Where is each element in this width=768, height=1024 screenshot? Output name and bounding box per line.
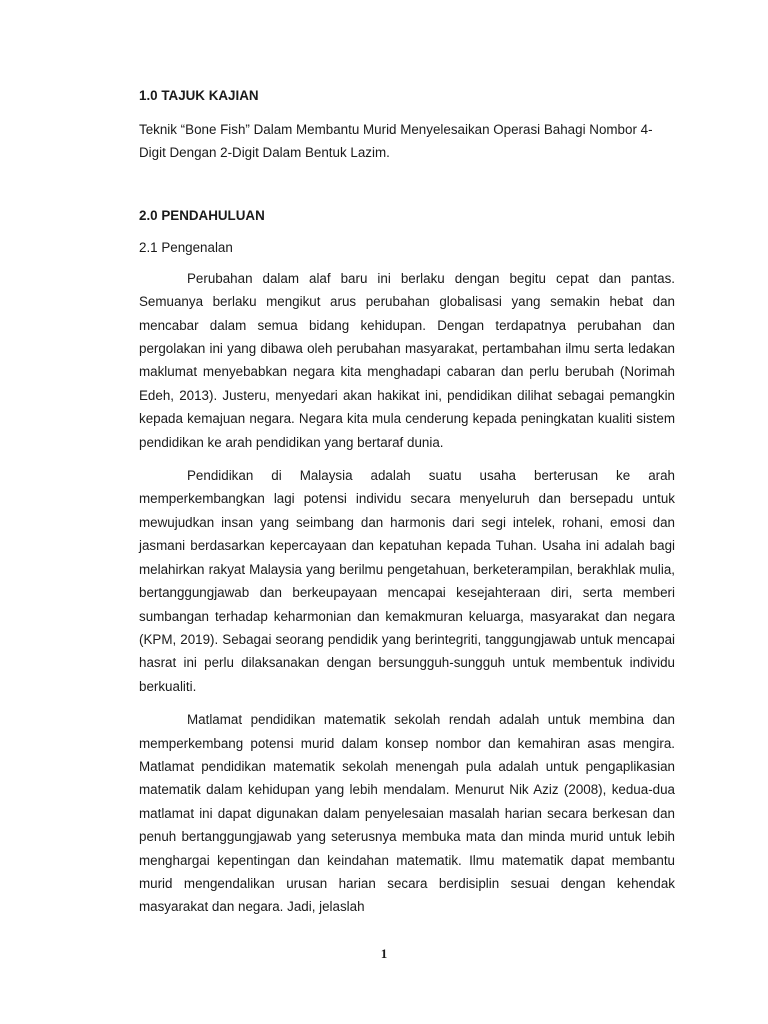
subsection-heading-pengenalan: 2.1 Pengenalan [139,239,233,255]
section-heading-tajuk-kajian: 1.0 TAJUK KAJIAN [139,88,259,103]
paragraph: Pendidikan di Malaysia adalah suatu usaha berterusan ke arah memperkembangkan lagi potensi individu secara menyeluruh dan bersepadu untuk mewujudkan insan yang seimbang dan harmonis dari segi intelek, rohani, emosi dan jasmani berdasarkan kepercayaan dan kepatuhan kepada Tuhan. Usaha ini adalah bagi melahirkan rakyat Malaysia yang berilmu pengetahuan, berketerampilan, berakhlak mulia, bertanggungjawab dan berkeupayaan mencapai kesejahteraan diri, serta memberi sumbangan terhadap keharmonian dan kemakmuran keluarga, masyarakat dan negara (KPM, 2019). Sebagai seorang pendidik yang berintegriti, tanggungjawab untuk mencapai hasrat ini perlu dilaksanakan dengan bersungguh-sungguh untuk membentuk individu berkualiti. [139,468,675,694]
document-body [139,86,675,919]
page-number: 1 [380,946,388,961]
paragraph: Perubahan dalam alaf baru ini berlaku dengan begitu cepat dan pantas. Semuanya berlaku mengikut arus perubahan globalisasi yang semakin hebat dan mencabar dalam semua bidang kehidupan. Dengan terdapatnya perubahan dan pergolakan ini yang dibawa oleh perubahan masyarakat, pertambahan ilmu serta ledakan maklumat menyebabkan negara kita menghadapi cabaran dan perlu berubah (Norimah Edeh, 2013). Justeru, menyedari akan hakikat ini, pendidikan dilihat sebagai pemangkin kepada kemajuan negara. Negara kita mula cenderung kepada peningkatan kualiti sistem pendidikan ke arah pendidikan yang bertaraf dunia. [139,270,675,450]
section-heading-pendahuluan: 2.0 PENDAHULUAN [139,207,265,223]
paragraph: Matlamat pendidikan matematik sekolah rendah adalah untuk membina dan memperkembang potensi murid dalam konsep nombor dan kemahiran asas mengira. Matlamat pendidikan matematik sekolah menengah pula adalah untuk pengaplikasian matematik dalam kehidupan yang lebih mendalam. Menurut Nik Aziz (2008), kedua-dua matlamat ini dapat digunakan dalam penyelesaian masalah harian secara berkesan dan penuh bertanggungjawab yang seterusnya membuka mata dan minda murid untuk lebih menghargai kepentingan dan keindahan matematik. Ilmu matematik dapat membantu murid mengendalikan urusan harian secara berdisiplin sesuai dengan kehendak masyarakat dan negara. Jadi, jelaslah [139,712,675,915]
study-title-text: Teknik “Bone Fish” Dalam Membantu Murid Menyelesaikan Operasi Bahagi Nombor 4-Digit Dengan 2-Digit Dalam Bentuk Lazim. [139,122,653,161]
